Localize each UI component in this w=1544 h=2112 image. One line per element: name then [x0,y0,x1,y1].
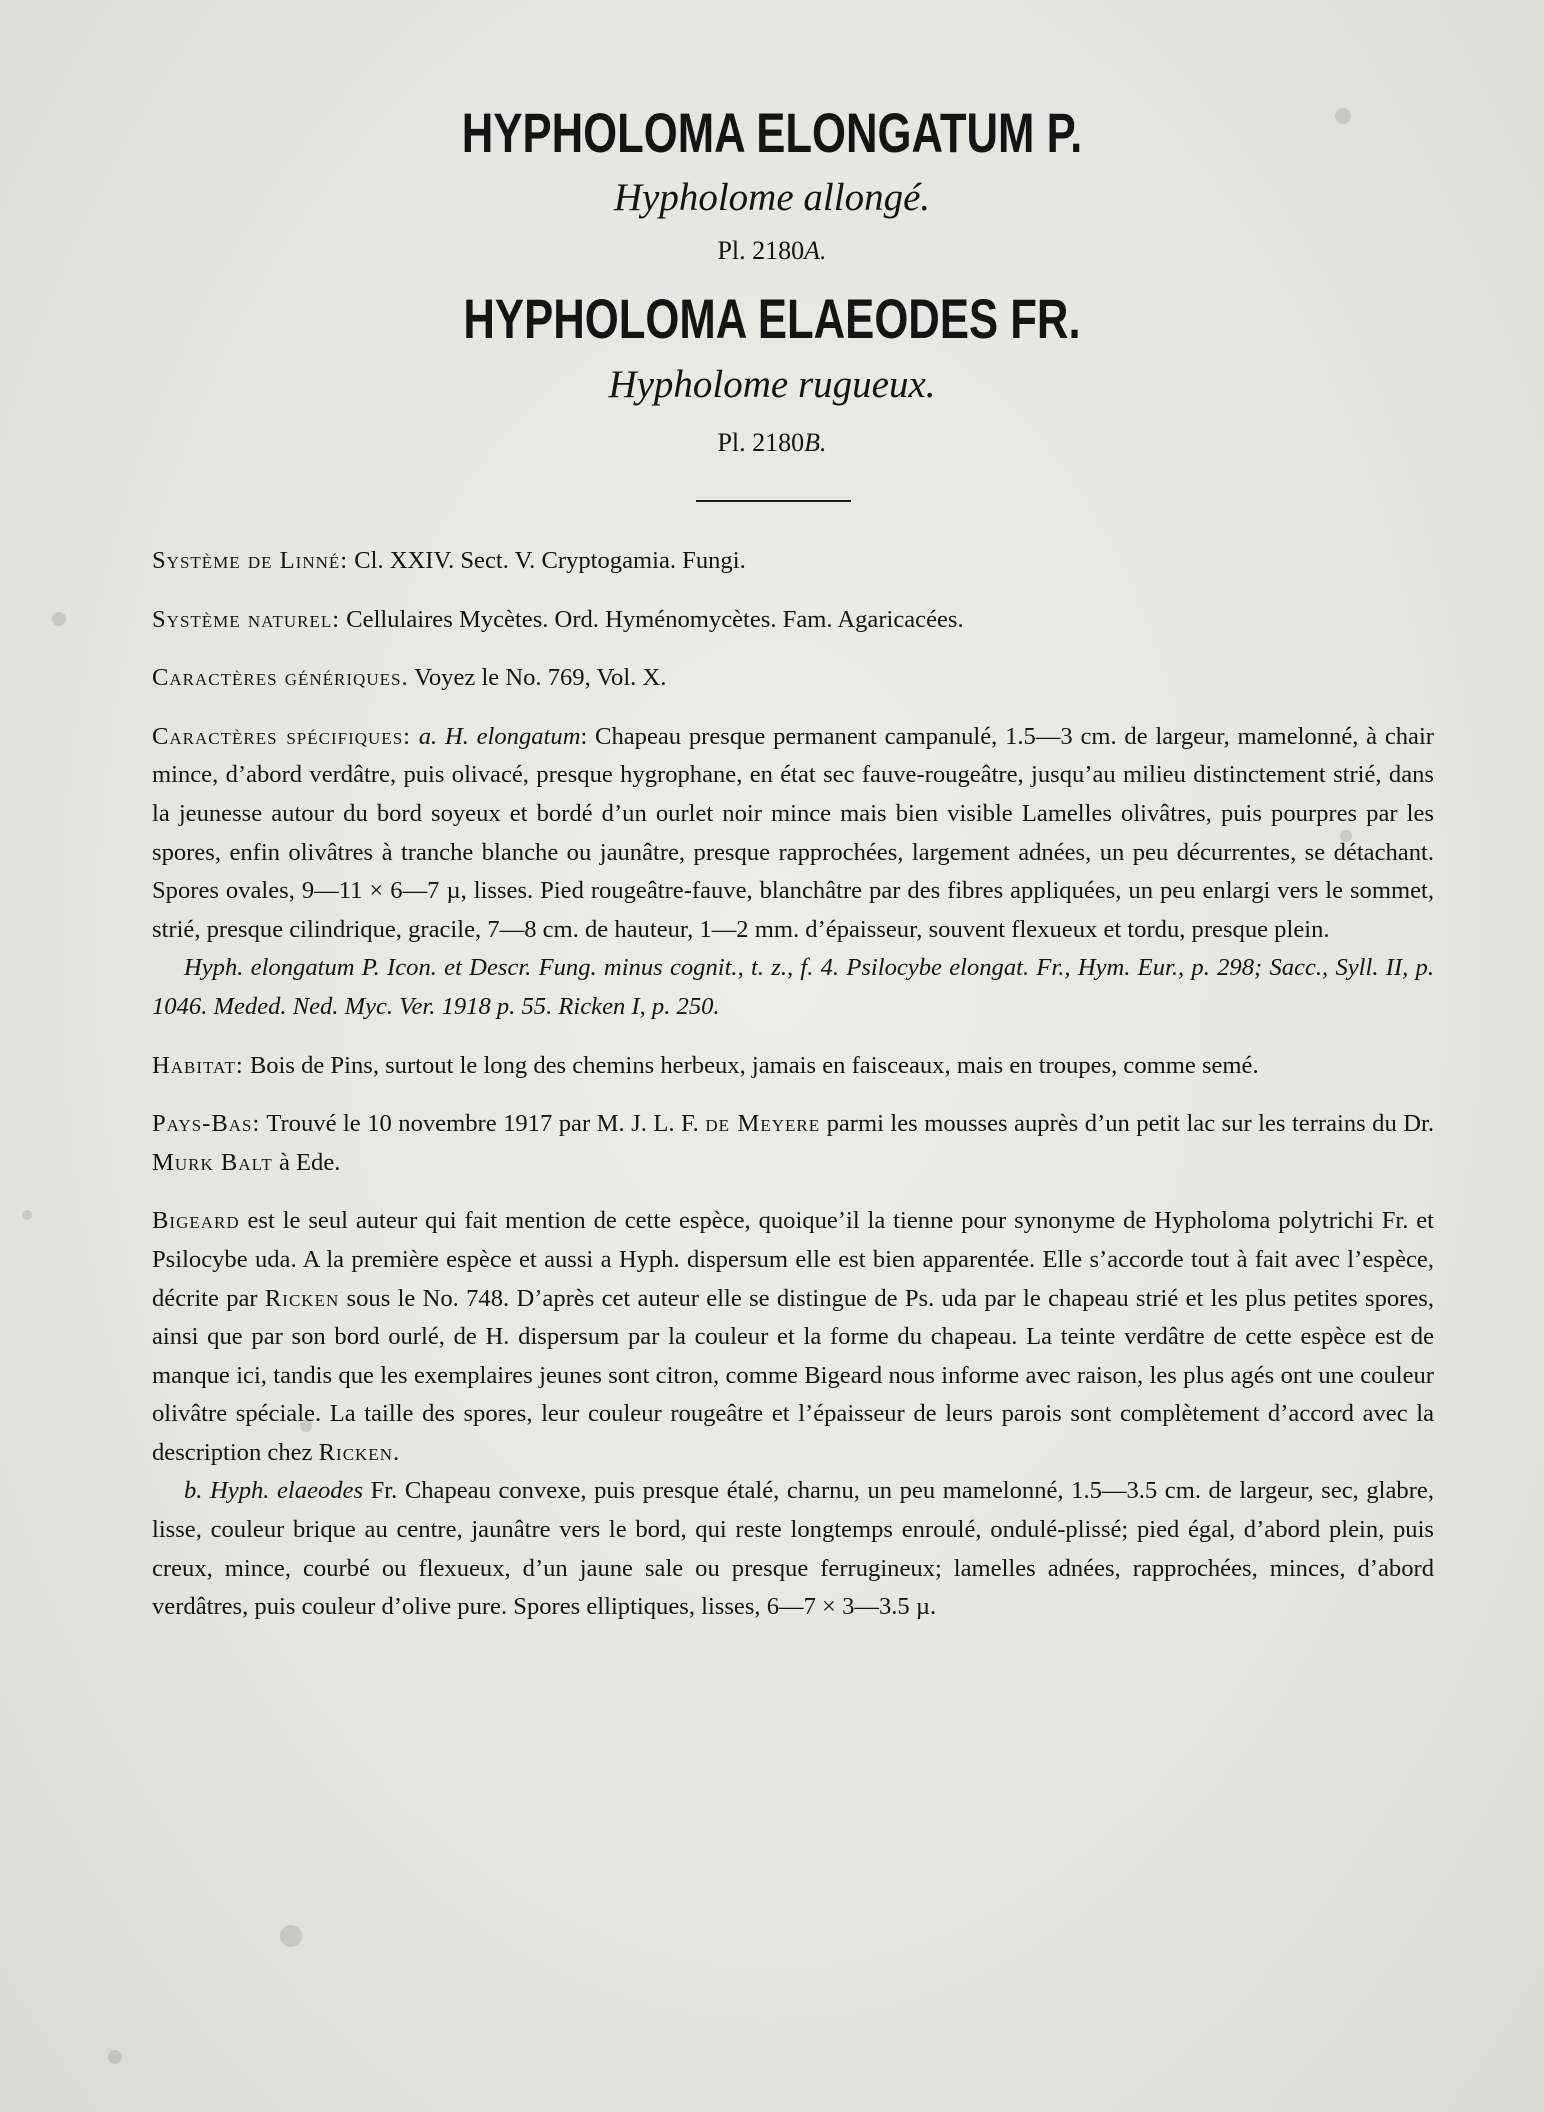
divider-rule [696,500,851,502]
description-body [152,542,1434,1627]
specifiques-paragraph: Caractères spécifiques: a. H. elongatum: Chapeau presque permanent campanulé, 1.5—3 cm. de largeur, mamelonné, à chair mince, d’abord verdâtre, puis olivacé, presque hygrophane, en état sec fauve-rougeâtre, jusqu’au milieu distinctement strié, dans la jeunesse autour du bord soyeux et bordé d’un ourlet noir mince mais bien visible Lamelles olivâtres, puis pourpres par les spores, enfin olivâtres à tranche blanche ou jaunâtre, presque rapprochées, largement adnées, un peu décurrentes, se détachant. Spores ovales, 9—11 × 6—7 µ, lisses. Pied rougeâtre-fauve, blanchâtre par des fibres appliquées, un peu enlargi vers le sommet, strié, presque cilindrique, gracile, 7—8 cm. de hauteur, 1—2 mm. d’épaisseur, souvent flexueux et tordu, presque plein. [152,722,1434,943]
linne-paragraph: Système de Linné: Cl. XXIV. Sect. V. Cryptogamia. Fungi. [152,547,746,574]
species-a-title: HYPHOLOMA ELONGATUM P. [461,101,1083,164]
species-a-french-name: Hypholome allongé. [613,176,931,219]
species-b-title: HYPHOLOMA ELAEODES FR. [463,287,1081,350]
reference-paragraph: Hyph. elongatum P. Icon. et Descr. Fung. minus cognit., t. z., f. 4. Psilocybe elongat. Fr., Hym. Eur., p. 298; Sacc., Syll. II, p. 1046. Meded. Ned. Myc. Ver. 1918 p. 55. Ricken I, p. 250. [152,954,1434,1020]
elaeodes-paragraph: b. Hyph. elaeodes Fr. Chapeau convexe, puis presque étalé, charnu, un peu mamelonné, 1.5—3.5 cm. de largeur, sec, glabre, lisse, couleur brique au centre, jaunâtre vers le bord, qui reste longtemps enroulé, ondulé-plissé; pied égal, d’abord plein, puis creux, mince, courbé ou flexueux, d’un jaune sale ou presque ferrugineux; lamelles adnées, rapprochées, minces, d’abord verdâtres, puis couleur d’olive pure. Spores elliptiques, lisses, 6—7 × 3—3.5 µ. [152,1477,1434,1621]
naturel-paragraph: Système naturel: Cellulaires Mycètes. Ord. Hyménomycètes. Fam. Agaricacées. [152,605,964,633]
species-b-french-name: Hypholome rugueux. [608,363,936,406]
generiques-paragraph: Caractères génériques. Voyez le No. 769, Vol. X. [152,664,667,692]
species-b-plate: Pl. 2180B. [717,428,827,457]
habitat-paragraph: Habitat: Bois de Pins, surtout le long des chemins herbeux, jamais en faisceaux, mais en troupes, comme semé. [152,1051,1259,1079]
species-a-plate: Pl. 2180A. [717,236,827,265]
paysbas-paragraph: Pays-Bas: Trouvé le 10 novembre 1917 par M. J. L. F. de Meyere parmi les mousses auprès d’un petit lac sur les terrains du Dr. Murk Balt à Ede. [152,1110,1434,1176]
bigeard-paragraph: Bigeard est le seul auteur qui fait mention de cette espèce, quoique’il la tienne pour synonyme de Hypholoma polytrichi Fr. et Psilocybe uda. A la première espèce et aussi a Hyph. dispersum elle est bien apparentée. Elle s’accorde tout à fait avec l’espèce, décrite par Ricken sous le No. 748. D’après cet auteur elle se distingue de Ps. uda par le chapeau strié et les plus petites spores, ainsi que par son bord ourlé, de H. dispersum par la couleur et la forme du chapeau. La teinte verdâtre de cette espèce est de manque ici, tandis que les exemplaires jeunes sont citron, comme Bigeard nous informe avec raison, les plus agés ont une couleur olivâtre spéciale. La taille des spores, leur couleur rougeâtre et l’épaisseur de leurs parois sont complètement d’accord avec la description chez Ricken. [152,1207,1435,1466]
